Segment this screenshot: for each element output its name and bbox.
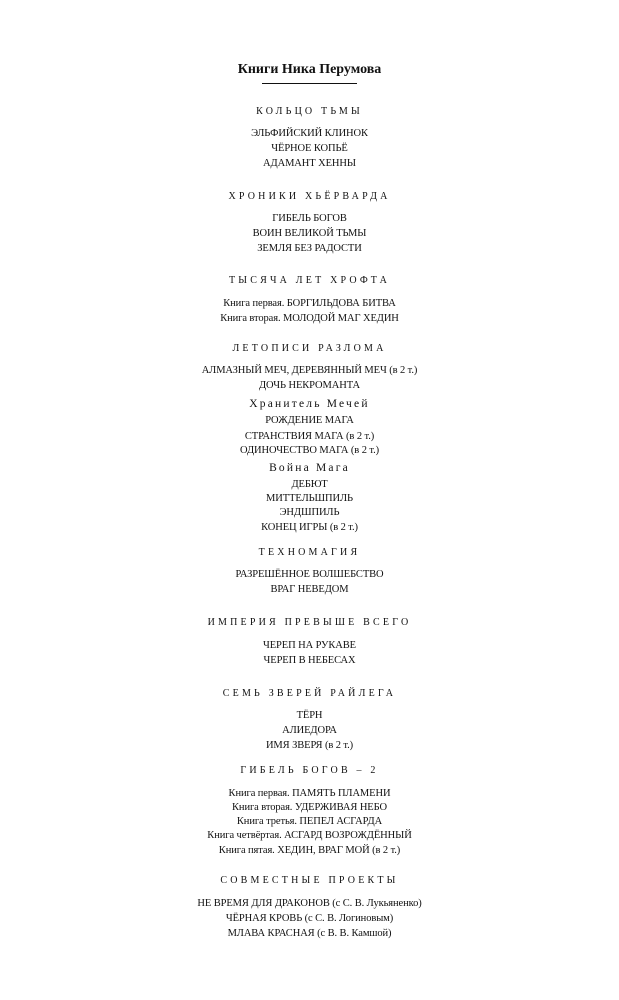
book-title: АЛМАЗНЫЙ МЕЧ, ДЕРЕВЯННЫЙ МЕЧ (в 2 т.) bbox=[201, 365, 418, 376]
book-title: ВОИН ВЕЛИКОЙ ТЬМЫ bbox=[252, 228, 367, 239]
series-heading: СОВМЕСТНЫЕ ПРОЕКТЫ bbox=[220, 875, 399, 886]
book-title: Книга пятая. ХЕДИН, ВРАГ МОЙ (в 2 т.) bbox=[218, 845, 401, 856]
book-title: ЧЁРНОЕ КОПЬЁ bbox=[271, 143, 348, 154]
book-title: МИТТЕЛЬШПИЛЬ bbox=[266, 493, 353, 504]
book-title: АДАМАНТ ХЕННЫ bbox=[263, 158, 356, 169]
subseries-heading: Хранитель Мечей bbox=[249, 398, 370, 410]
book-title: Книга первая. ПАМЯТЬ ПЛАМЕНИ bbox=[228, 788, 391, 799]
book-title: ГИБЕЛЬ БОГОВ bbox=[272, 213, 347, 224]
book-title: КОНЕЦ ИГРЫ (в 2 т.) bbox=[261, 522, 358, 533]
subseries-heading: Война Мага bbox=[269, 462, 350, 474]
series-heading: ТЕХНОМАГИЯ bbox=[258, 547, 361, 558]
book-title: ОДИНОЧЕСТВО МАГА (в 2 т.) bbox=[239, 445, 379, 456]
book-title: ЭНДШПИЛЬ bbox=[279, 507, 340, 518]
title-divider bbox=[262, 83, 357, 84]
book-title: ЭЛЬФИЙСКИЙ КЛИНОК bbox=[251, 128, 368, 139]
book-title: ДЕБЮТ bbox=[291, 479, 328, 490]
book-title: ЧЕРЕП НА РУКАВЕ bbox=[262, 640, 356, 651]
book-title: Книга вторая. УДЕРЖИВАЯ НЕБО bbox=[232, 802, 387, 813]
book-title: ДОЧЬ НЕКРОМАНТА bbox=[259, 380, 360, 391]
series-heading: СЕМЬ ЗВЕРЕЙ РАЙЛЕГА bbox=[222, 688, 397, 699]
book-title: НЕ ВРЕМЯ ДЛЯ ДРАКОНОВ (с С. В. Лукьяненко) bbox=[197, 898, 422, 909]
book-title: Книга первая. БОРГИЛЬДОВА БИТВА bbox=[223, 298, 396, 309]
book-title: ТЁРН bbox=[296, 710, 323, 721]
series-heading: КОЛЬЦО ТЬМЫ bbox=[256, 106, 363, 117]
book-title: Книга вторая. МОЛОДОЙ МАГ ХЕДИН bbox=[220, 313, 399, 324]
book-title: МЛАВА КРАСНАЯ (с В. В. Камшой) bbox=[227, 928, 392, 939]
series-heading: ТЫСЯЧА ЛЕТ ХРОФТА bbox=[228, 275, 391, 286]
book-title: ЧЁРНАЯ КРОВЬ (с С. В. Логиновым) bbox=[225, 913, 394, 924]
book-title: ЧЕРЕП В НЕБЕСАХ bbox=[263, 655, 356, 666]
series-heading: ИМПЕРИЯ ПРЕВЫШЕ ВСЕГО bbox=[207, 617, 412, 628]
book-title: ВРАГ НЕВЕДОМ bbox=[270, 584, 349, 595]
series-heading: ГИБЕЛЬ БОГОВ – 2 bbox=[240, 765, 379, 776]
series-heading: ХРОНИКИ ХЬЁРВАРДА bbox=[228, 191, 391, 202]
book-title: Книга третья. ПЕПЕЛ АСГАРДА bbox=[236, 816, 383, 827]
book-title: РОЖДЕНИЕ МАГА bbox=[265, 415, 354, 426]
book-title: ИМЯ ЗВЕРЯ (в 2 т.) bbox=[265, 740, 354, 751]
book-title: ЗЕМЛЯ БЕЗ РАДОСТИ bbox=[257, 243, 362, 254]
book-title: РАЗРЕШЁННОЕ ВОЛШЕБСТВО bbox=[235, 569, 384, 580]
book-title: СТРАНСТВИЯ МАГА (в 2 т.) bbox=[244, 431, 375, 442]
page-title: Книги Ника Перумова bbox=[237, 62, 382, 77]
book-title: Книга четвёртая. АСГАРД ВОЗРОЖДЁННЫЙ bbox=[207, 830, 412, 841]
series-heading: ЛЕТОПИСИ РАЗЛОМА bbox=[232, 343, 387, 354]
book-title: АЛИЕДОРА bbox=[282, 725, 337, 736]
